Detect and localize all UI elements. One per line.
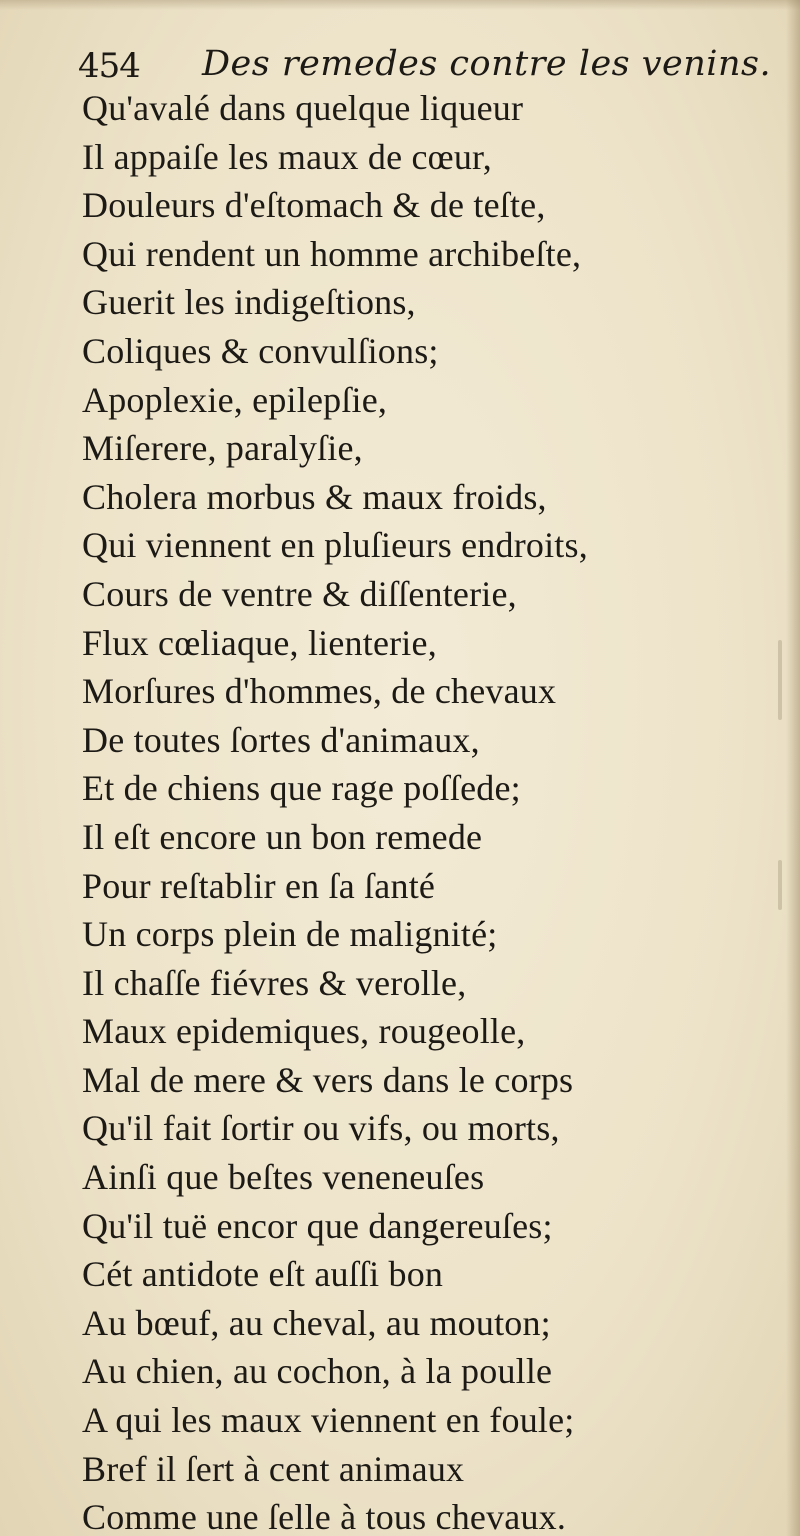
verse-line: Qui viennent en pluſieurs endroits, (82, 525, 588, 566)
verse-line: Mal de mere & vers dans le corps (82, 1059, 574, 1100)
page-top-shadow (0, 0, 800, 10)
verse-line: Maux epidemiques, rougeolle, (82, 1011, 526, 1052)
verse-line: Qui rendent un homme archibeſte, (82, 233, 582, 274)
verse-line: De toutes ſortes d'animaux, (82, 719, 480, 760)
verse-line: Qu'avalé dans quelque liqueur (82, 88, 524, 128)
verse-line: Cét antidote eſt auſſi bon (82, 1254, 444, 1295)
page-number: 454 (78, 46, 140, 86)
verse-line: Guerit les indigeſtions, (82, 282, 416, 323)
verse-line: Douleurs d'eſtomach & de teſte, (82, 185, 546, 226)
show-through-mark (778, 860, 782, 910)
verse-line: Bref il ſert à cent animaux (82, 1448, 465, 1489)
verse-line: Qu'il fait ſortir ou vifs, ou morts, (82, 1108, 560, 1149)
verse-line: Miſerere, paralyſie, (82, 428, 363, 469)
page-right-shadow (786, 0, 800, 1536)
verse-line: Cours de ventre & diſſenterie, (82, 573, 517, 614)
verse-line: Qu'il tuë encor que dangereuſes; (82, 1205, 553, 1246)
verse-line: Un corps plein de malignité; (82, 914, 498, 955)
show-through-mark (778, 640, 782, 720)
verse-line: Flux cœliaque, lienterie, (82, 622, 437, 663)
verse-line: Ainſi que beſtes veneneuſes (82, 1157, 485, 1198)
verse-line: Apoplexie, epilepſie, (82, 379, 388, 420)
verse-line: Au chien, au cochon, à la poulle (82, 1351, 553, 1392)
verse-block (82, 84, 722, 1536)
verse-line: Cholera morbus & maux froids, (82, 476, 547, 517)
verse-line: Il appaiſe les maux de cœur, (82, 136, 493, 177)
verse-line: Morſures d'hommes, de chevaux (82, 671, 557, 712)
verse-line: A qui les maux viennent en foule; (82, 1400, 575, 1441)
verse-line: Et de chiens que rage poſſede; (82, 768, 521, 809)
verse-line: Coliques & convulſions; (82, 330, 439, 371)
verse-line: Au bœuf, au cheval, au mouton; (82, 1302, 551, 1343)
verse-line: Comme une ſelle à tous chevaux. (82, 1497, 567, 1536)
verse-line: Pour reſtablir en ſa ſanté (82, 865, 436, 906)
verse-line: Il eſt encore un bon remede (82, 816, 483, 857)
running-head: Des remedes contre les venins. (202, 44, 772, 84)
verse-line: Il chaſſe fiévres & verolle, (82, 962, 467, 1003)
